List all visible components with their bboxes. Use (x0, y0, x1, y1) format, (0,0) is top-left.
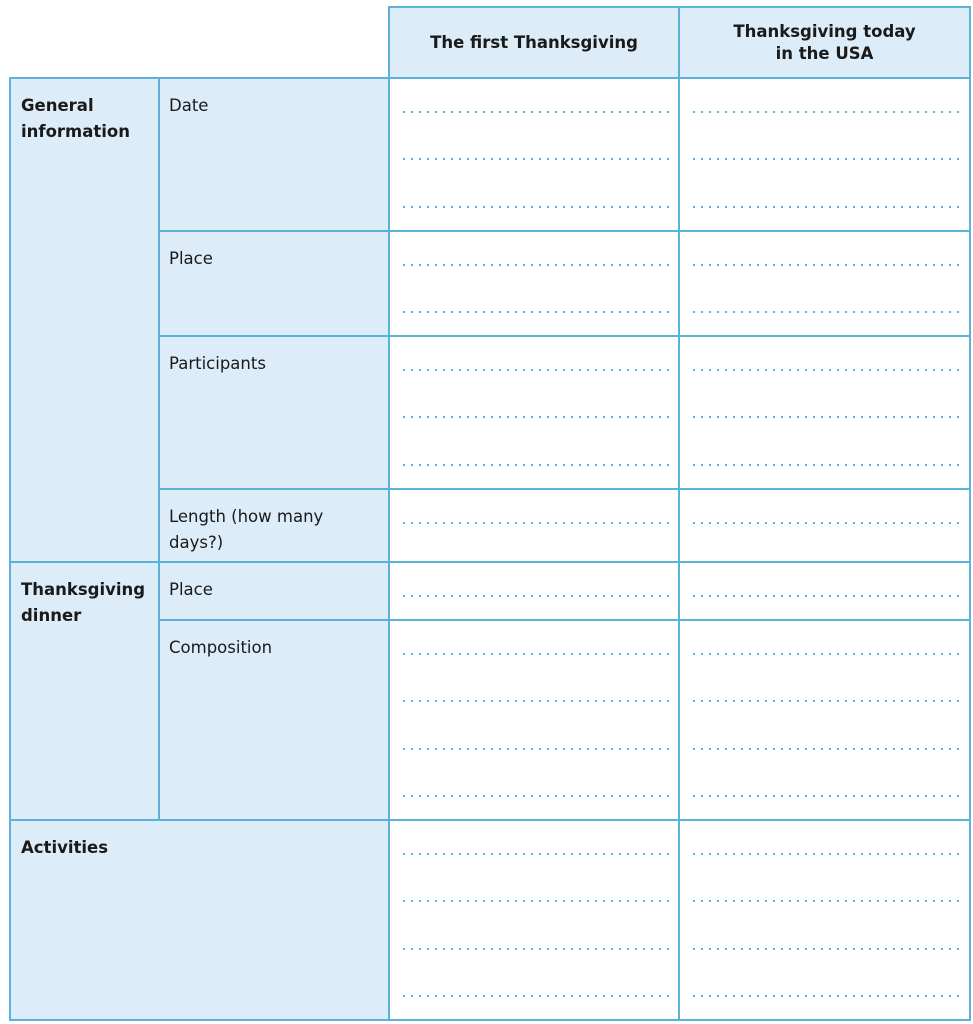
row-label-dinner-place: Place (159, 562, 389, 620)
dotted-answer-line (400, 311, 672, 313)
row-label-length (159, 489, 389, 562)
answer-cell-participants-first[interactable] (389, 336, 679, 489)
dotted-answer-line (400, 111, 672, 113)
row-label-composition: Composition (159, 620, 389, 820)
group-thanksgiving-dinner (10, 562, 159, 820)
dotted-answer-line (690, 522, 963, 524)
header-row (10, 7, 970, 78)
dotted-answer-line (690, 416, 963, 418)
dotted-answer-line (690, 369, 963, 371)
answer-cell-length-today[interactable] (679, 489, 970, 562)
dotted-answer-line (400, 748, 672, 750)
answer-cell-date-today[interactable] (679, 78, 970, 231)
column-header-label: The first Thanksgiving (430, 32, 638, 52)
answer-cell-dinner-place-first[interactable] (389, 562, 679, 620)
group-label: Thanksgiving dinner (21, 580, 146, 625)
answer-cell-composition-today[interactable] (679, 620, 970, 820)
dotted-answer-line (400, 653, 672, 655)
group-general-information (10, 78, 159, 562)
comparison-table (9, 6, 971, 1021)
answer-cell-length-first[interactable] (389, 489, 679, 562)
answer-cell-activities-today[interactable] (679, 820, 970, 1020)
dotted-answer-line (690, 795, 963, 797)
dotted-answer-line (690, 111, 963, 113)
dotted-answer-line (400, 522, 672, 524)
dotted-answer-line (400, 595, 672, 597)
answer-cell-participants-today[interactable] (679, 336, 970, 489)
answer-cell-place-today[interactable] (679, 231, 970, 336)
group-label: General information (21, 96, 131, 141)
answer-cell-place-first[interactable] (389, 231, 679, 336)
row-activities (10, 820, 970, 1020)
dotted-answer-line (690, 595, 963, 597)
dotted-answer-line (400, 369, 672, 371)
dotted-answer-line (690, 158, 963, 160)
group-activities: Activities (10, 820, 389, 1020)
dotted-answer-line (690, 700, 963, 702)
row-date (10, 78, 970, 231)
column-header-first-thanksgiving (389, 7, 679, 78)
dotted-answer-line (400, 853, 672, 855)
dotted-answer-line (400, 264, 672, 266)
row-label-place: Place (159, 231, 389, 336)
column-header-label: Thanksgiving today in the USA (733, 21, 916, 63)
dotted-answer-line (400, 158, 672, 160)
dotted-answer-line (690, 995, 963, 997)
answer-cell-activities-first[interactable] (389, 820, 679, 1020)
dotted-answer-line (690, 206, 963, 208)
dotted-answer-line (400, 464, 672, 466)
dotted-answer-line (690, 464, 963, 466)
dotted-answer-line (690, 900, 963, 902)
dotted-answer-line (690, 853, 963, 855)
dotted-answer-line (400, 206, 672, 208)
dotted-answer-line (400, 416, 672, 418)
answer-cell-composition-first[interactable] (389, 620, 679, 820)
dotted-answer-line (690, 653, 963, 655)
row-dinner-place (10, 562, 970, 620)
row-label-text: Length (how many days?) (169, 507, 324, 552)
dotted-answer-line (400, 795, 672, 797)
dotted-answer-line (400, 900, 672, 902)
answer-cell-dinner-place-today[interactable] (679, 562, 970, 620)
answer-cell-date-first[interactable] (389, 78, 679, 231)
dotted-answer-line (400, 995, 672, 997)
row-label-date: Date (159, 78, 389, 231)
dotted-answer-line (690, 311, 963, 313)
corner-blank (10, 7, 389, 78)
row-label-participants: Participants (159, 336, 389, 489)
dotted-answer-line (690, 948, 963, 950)
dotted-answer-line (400, 948, 672, 950)
dotted-answer-line (400, 700, 672, 702)
dotted-answer-line (690, 748, 963, 750)
dotted-answer-line (690, 264, 963, 266)
column-header-thanksgiving-today (679, 7, 970, 78)
